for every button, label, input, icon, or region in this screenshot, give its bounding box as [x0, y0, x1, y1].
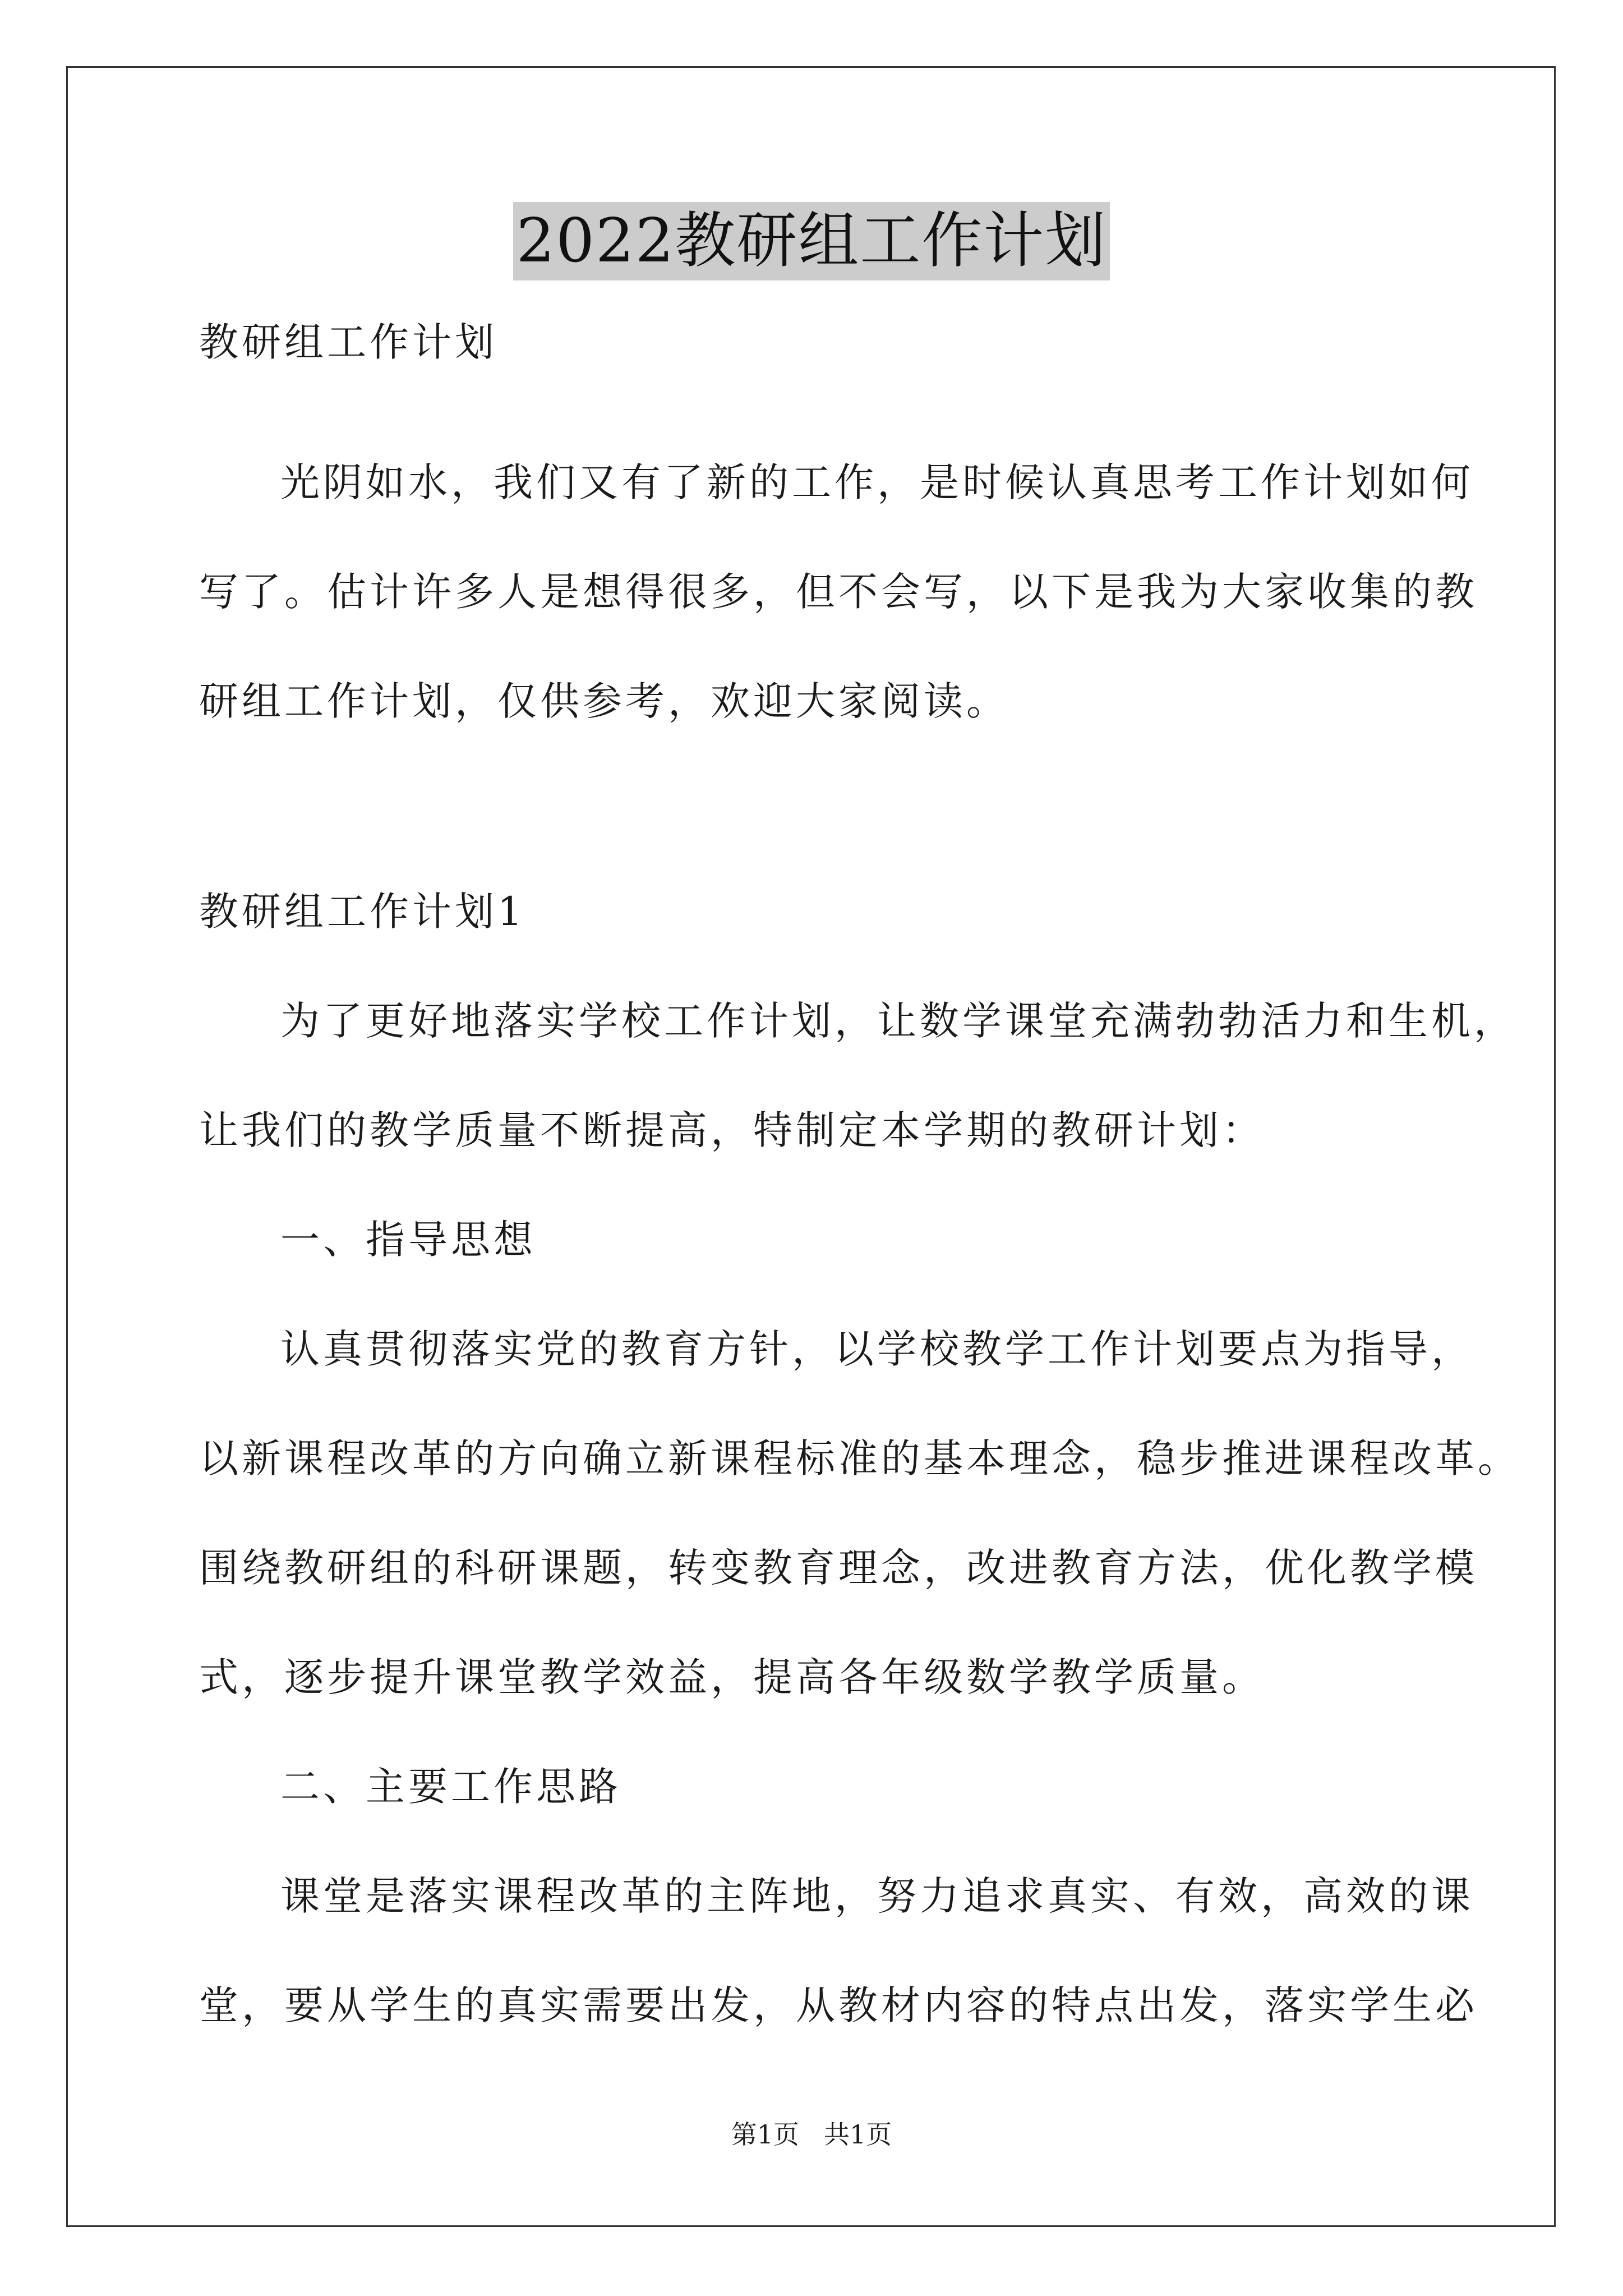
page-footer — [0, 2118, 1623, 2151]
subheading: 二、主要工作思路 — [280, 1764, 621, 1810]
document-title: 2022教研组工作计划 — [513, 202, 1110, 280]
section-heading: 教研组工作计划1 — [199, 889, 526, 935]
paragraph-line: 堂，要从学生的真实需要出发，从教材内容的特点出发，落实学生必 — [199, 1982, 1478, 2028]
paragraph-line: 光阴如水，我们又有了新的工作，是时候认真思考工作计划如何 — [280, 459, 1474, 505]
page-number: 第1页 — [731, 2119, 799, 2150]
paragraph-line: 式，逐步提升课堂教学效益，提高各年级数学教学质量。 — [199, 1654, 1265, 1700]
paragraph-line: 围绕教研组的科研课题，转变教育理念，改进教育方法，优化教学模 — [199, 1545, 1478, 1591]
paragraph-line: 让我们的教学质量不断提高，特制定本学期的教研计划： — [199, 1107, 1265, 1153]
paragraph-line: 为了更好地落实学校工作计划，让数学课堂充满勃勃活力和生机， — [280, 998, 1516, 1044]
paragraph-line: 研组工作计划，仅供参考，欢迎大家阅读。 — [199, 678, 1009, 724]
title-container — [0, 202, 1623, 280]
section-heading: 教研组工作计划 — [199, 319, 497, 365]
paragraph-line: 课堂是落实课程改革的主阵地，努力追求真实、有效，高效的课 — [280, 1873, 1474, 1919]
subheading: 一、指导思想 — [280, 1217, 536, 1263]
paragraph-line: 以新课程改革的方向确立新课程标准的基本理念，稳步推进课程改革。 — [199, 1435, 1520, 1481]
paragraph-line: 认真贯彻落实党的教育方针，以学校教学工作计划要点为指导， — [280, 1326, 1474, 1372]
page-total: 共1页 — [824, 2119, 892, 2150]
paragraph-line: 写了。估计许多人是想得很多，但不会写，以下是我为大家收集的教 — [199, 569, 1478, 615]
